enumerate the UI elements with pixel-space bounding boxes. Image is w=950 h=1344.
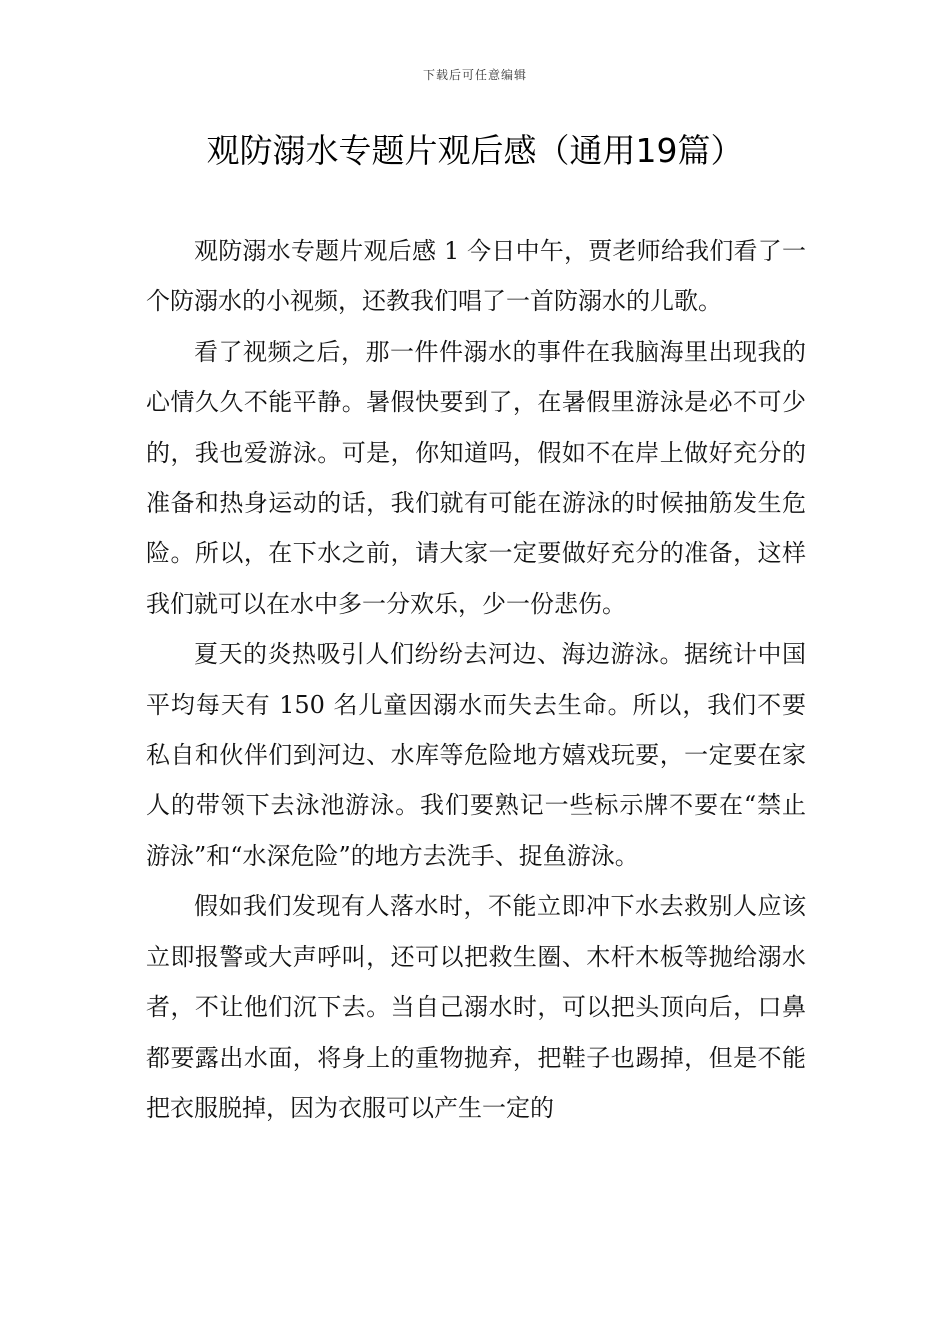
header-note: 下载后可任意编辑 xyxy=(422,68,527,82)
document-title: 观防溺水专题片观后感（通用19篇） xyxy=(206,131,744,170)
document-body xyxy=(146,226,806,1133)
paragraph: 观防溺水专题片观后感 1 今日中午，贾老师给我们看了一个防溺水的小视频，还教我们唱了一首防溺水的儿歌。 xyxy=(146,237,806,316)
paragraph: 夏天的炎热吸引人们纷纷去河边、海边游泳。据统计中国平均每天有 150 名儿童因溺水而失去生命。所以，我们不要私自和伙伴们到河边、水库等危险地方嬉戏玩要，一定要在家人的带领下去泳池游泳。我们要熟记一些标示牌不要在“禁止游泳”和“水深危险”的地方去洗手、捉鱼游泳。 xyxy=(146,640,806,870)
paragraph: 假如我们发现有人落水时，不能立即冲下水去救别人应该立即报警或大声呼叫，还可以把救生圈、木杆木板等抛给溺水者，不让他们沉下去。当自己溺水时，可以把头顶向后，口鼻都要露出水面，将身上的重物抛弃，把鞋子也踢掉，但是不能把衣服脱掉，因为衣服可以产生一定的 xyxy=(146,892,806,1122)
paragraph: 看了视频之后，那一件件溺水的事件在我脑海里出现我的心情久久不能平静。暑假快要到了，在暑假里游泳是必不可少的，我也爱游泳。可是，你知道吗，假如不在岸上做好充分的准备和热身运动的话，我们就有可能在游泳的时候抽筋发生危险。所以，在下水之前，请大家一定要做好充分的准备，这样我们就可以在水中多一分欢乐，少一份悲伤。 xyxy=(146,337,806,618)
